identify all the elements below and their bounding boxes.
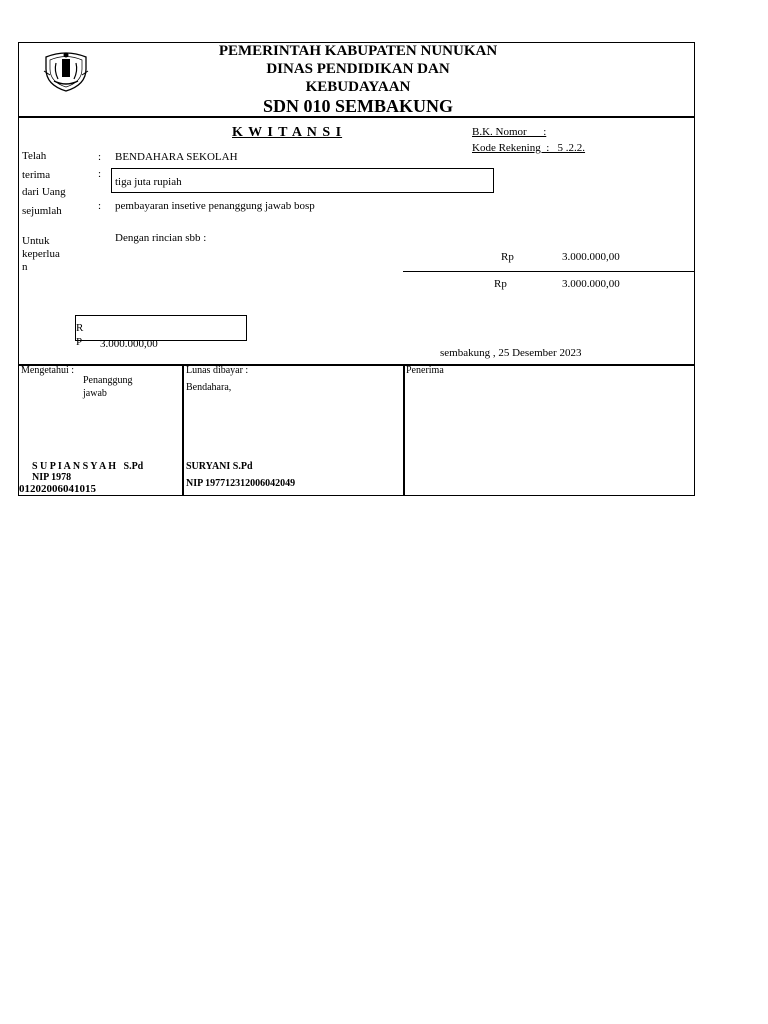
signature-column-divider — [403, 364, 405, 496]
received-from-value: BENDAHARA SEKOLAH — [115, 151, 238, 163]
bk-nomor: B.K. Nomor : — [472, 126, 547, 138]
total-currency-r: R — [76, 322, 84, 334]
label-untuk: Untuk — [22, 235, 50, 247]
signer-name-2: SURYANI S.Pd — [186, 461, 253, 472]
signature-divider — [18, 364, 695, 366]
currency-label: Rp — [494, 278, 507, 290]
bendahara-label: Bendahara, — [186, 382, 232, 393]
penerima-label: Penerima — [406, 365, 444, 376]
header-line-1: PEMERINTAH KABUPATEN NUNUKAN — [218, 43, 498, 59]
label-terima: terima — [22, 169, 51, 181]
kode-rekening: Kode Rekening : 5 .2.2. — [472, 142, 586, 154]
label-dari-uang: dari Uang — [22, 186, 66, 198]
jawab-label: jawab — [83, 388, 107, 399]
signer-name-1: S U P I A N S Y A H S.Pd — [32, 461, 144, 472]
colon: : — [98, 151, 102, 163]
sum-line — [403, 271, 694, 272]
government-logo — [40, 47, 92, 93]
purpose-value: pembayaran insetive penanggung jawab bosp — [115, 200, 315, 212]
colon: : — [98, 200, 102, 212]
currency-label: Rp — [501, 251, 514, 263]
label-telah: Telah — [22, 150, 47, 162]
mengetahui-label: Mengetahui : — [21, 365, 75, 376]
amount-words-value: tiga juta rupiah — [115, 176, 182, 188]
rincian-amount: 3.000.000,00 — [562, 251, 620, 263]
label-n: n — [22, 261, 28, 273]
place-date: sembakung , 25 Desember 2023 — [440, 347, 582, 359]
total-amount: 3.000.000,00 — [100, 338, 158, 350]
total-currency-p: P — [76, 336, 83, 348]
header-school-name: SDN 010 SEMBAKUNG — [262, 96, 454, 116]
label-keperlua: keperlua — [22, 248, 60, 260]
label-sejumlah: sejumlah — [22, 205, 62, 217]
penanggung-label: Penanggung — [83, 375, 133, 386]
header-line-3: KEBUDAYAAN — [305, 79, 411, 95]
lunas-label: Lunas dibayar : — [186, 365, 249, 376]
signer-nip-1a: NIP 1978 — [32, 472, 72, 483]
header-line-2: DINAS PENDIDIKAN DAN — [266, 61, 450, 77]
document-title: K W I T A N S I — [232, 125, 343, 140]
signer-nip-2: NIP 197712312006042049 — [186, 478, 296, 489]
signer-nip-1b: 01202006041015 — [19, 483, 96, 495]
rincian-total: 3.000.000,00 — [562, 278, 620, 290]
signature-column-divider — [182, 364, 184, 496]
colon: : — [98, 168, 102, 180]
rincian-label: Dengan rincian sbb : — [115, 232, 207, 244]
